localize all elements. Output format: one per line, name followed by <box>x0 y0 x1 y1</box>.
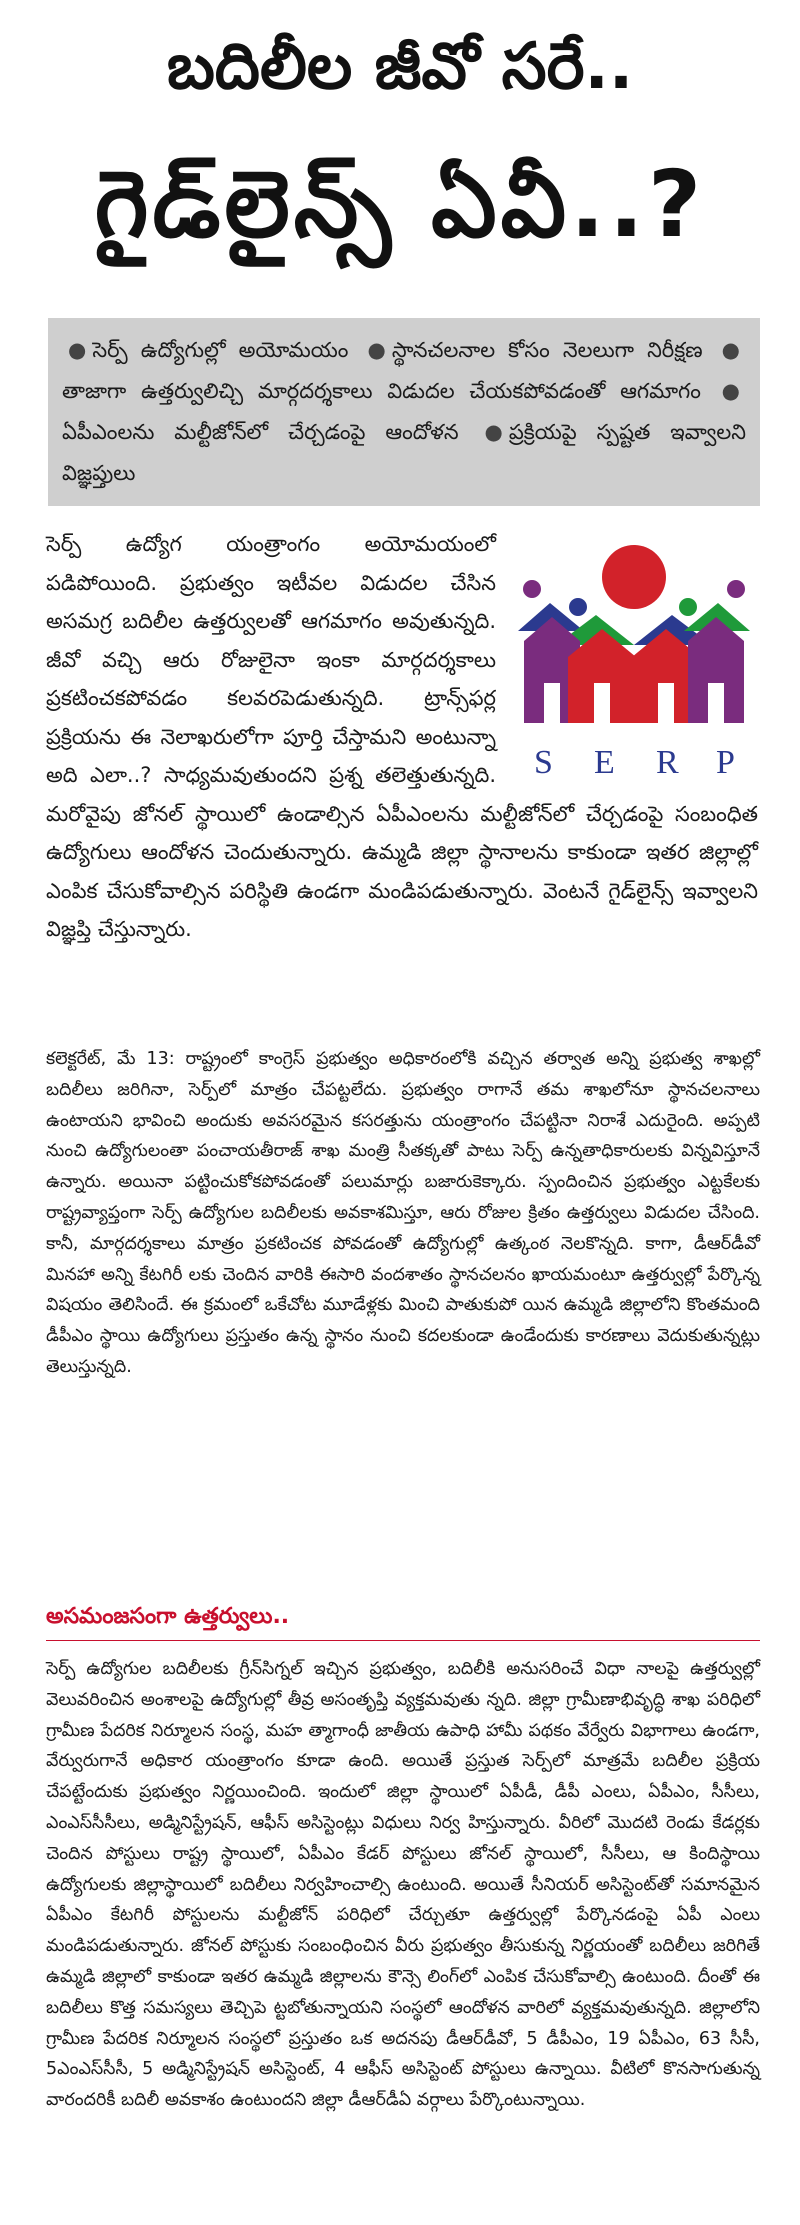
article-body-part-2 <box>46 1654 760 2116</box>
bullet-icon: ● <box>68 338 87 362</box>
logo-letter: S <box>534 744 553 781</box>
bullet-icon: ● <box>721 379 740 403</box>
subhead-item: ఏపీఎంలను మల్టీజోన్‌లో చేర్చడంపై ఆందోళన <box>62 420 459 444</box>
subhead-item: తాజాగా ఉత్తర్వులిచ్చి మార్గదర్శకాలు విడుదల చేయకపోవడంతో ఆగమాగం <box>62 379 701 403</box>
body-paragraph: కలెక్టరేట్, మే 13: రాష్ట్రంలో కాంగ్రెస్ ప్రభుత్వం అధికారంలోకి వచ్చిన తర్వాత అన్ని ప్రభుత్వ శాఖల్లో బదిలీలు జరిగినా, సెర్ప్‌లో మాత్రం చేపట్టలేదు. ప్రభుత్వం రాగానే తమ శాఖలోనూ స్థానచలనాలు ఉంటాయని భావించి అందుకు అవసరమైన కసరత్తును యంత్రాంగం చేపట్టినా నిరాశే ఎదురైంది. అప్పటి నుంచి ఉద్యోగులంతా పంచాయతీరాజ్ శాఖ మంత్రి సీతక్కతో పాటు సెర్ప్ ఉన్నతాధికారులకు విన్నవిస్తూనే ఉన్నారు. అయినా పట్టించుకోకపోవడంతో పలుమార్లు బజారుకెక్కారు. స్పందించిన ప్రభుత్వం ఎట్టకేలకు రాష్ట్రవ్యాప్తంగా సెర్ప్ ఉద్యోగుల బదిలీలకు అవకాశమిస్తూ, ఆరు రోజుల క్రితం ఉత్తర్వులు విడుదల చేసింది. కానీ, మార్గదర్శకాలు మాత్రం ప్రకటించక పోవడంతో ఉద్యోగుల్లో ఉత్కంఠ నెలకొన్నది. కాగా, డీఆర్‌డీవో మినహా అన్ని కేటగిరీ లకు చెందిన వారికి ఈసారి వందశాతం స్థానచలనం ఖాయమంటూ ఉత్తర్వుల్లో పేర్కొన్న విషయం తెలిసిందే. ఈ క్రమంలో ఒకేచోట మూడేళ్లకు మించి పాతుకుపో యిన ఉమ్మడి జిల్లాలోని కొంతమంది డీపీఎం స్థాయి ఉద్యోగులు ప్రస్తుతం ఉన్న స్థానం నుంచి కదలకుండా ఉండేందుకు కారణాలు వెదుకుతున్నట్లు తెలుస్తున్నది. <box>46 1049 760 1377</box>
logo-letter: R <box>656 744 679 781</box>
logo-letter: P <box>716 744 735 781</box>
subhead-item: స్థానచలనాల కోసం నెలలుగా నిరీక్షణ <box>391 338 703 362</box>
headline-line-2: గైడ్‌లైన్స్ ఏవీ..? <box>94 151 706 258</box>
subheadline-box <box>48 318 760 506</box>
lead-text: సెర్ప్ ఉద్యోగ యంత్రాంగం అయోమయంలో పడిపోయింది. ప్రభుత్వం ఇటీవల విడుదల చేసిన అసమగ్ర బదిలీల ఉత్తర్వులతో ఆగమాగం అవుతున్నది. జీవో వచ్చి ఆరు రోజులైనా ఇంకా మార్గదర్శకాలు ప్రకటించకపోవడం కలవరపెడుతున్నది. ట్రాన్స్‌ఫర్ల ప్రక్రియను ఈ నెలాఖరులోగా పూర్తి చేస్తామని అంటున్నా అది ఎలా..? సాధ్యమవుతుందని ప్రశ్న తలెత్తుతున్నది. మరోవైపు జోనల్ స్థాయిలో ఉండాల్సిన ఏపీఎంలను మల్టీజోన్‌లో చేర్చడంపై సంబంధిత ఉద్యోగులు ఆందోళన చెందుతున్నారు. ఉమ్మడి జిల్లా స్థానాలను కాకుండా ఇతర జిల్లాల్లో ఎంపిక చేసుకోవాల్సిన పరిస్థితి ఉండగా మండిపడుతున్నారు. వెంటనే గైడ్‌లైన్స్ ఇవ్వాలని విజ్ఞప్తి చేస్తున్నారు. <box>46 532 758 941</box>
serp-logo <box>510 533 758 783</box>
logo-letter: E <box>594 744 615 781</box>
bullet-icon: ● <box>367 338 386 362</box>
body-paragraph: సెర్ప్ ఉద్యోగుల బదిలీలకు గ్రీన్‌సిగ్నల్ ఇచ్చిన ప్రభుత్వం, బదిలీకి అనుసరించే విధా నాలపై ఉత్తర్వుల్లో వెలువరించిన అంశాలపై ఉద్యోగుల్లో తీవ్ర అసంతృప్తి వ్యక్తమవుతు న్నది. జిల్లా గ్రామీణాభివృద్ధి శాఖ పరిధిలో గ్రామీణ పేదరిక నిర్మూలన సంస్థ, మహ త్మాగాంధీ జాతీయ ఉపాధి హామీ పథకం వేర్వేరు విభాగాలు ఉండగా, వేర్వురుగానే అధికార యంత్రాంగం కూడా ఉంది. అయితే ప్రస్తుత సెర్ప్‌లో మాత్రమే బదిలీల ప్రక్రియ చేపట్టేందుకు ప్రభుత్వం నిర్ణయించింది. ఇందులో జిల్లా స్థాయిలో ఏపీడీ, డీపీ ఎంలు, ఏపీఎం, సీసీలు, ఎంఎస్‌సీసీలు, అడ్మినిస్ట్రేషన్, ఆఫీస్ అసిస్టెంట్లు విధులు నిర్వ హిస్తున్నారు. వీరిలో మొదటి రెండు కేడర్లకు చెందిన పోస్టులు రాష్ట్ర స్థాయిలో, ఏపీఎం కేడర్ పోస్టులు జోనల్ స్థాయిలో, సీసీలు, ఆ కిందిస్థాయి ఉద్యోగులకు జిల్లాస్థాయిలో బదిలీలు నిర్వహించాల్సి ఉంటుంది. అయితే సీనియర్ అసిస్టెంట్‌తో సమానమైన ఏపీఎం కేటగిరీ పోస్టులను మల్టీజోన్ పరిధిలో చేర్చుతూ ఉత్తర్వుల్లో పేర్కొనడంపై ఏపీ ఎంలు మండిపడుతున్నారు. జోనల్ పోస్టుకు సంబంధించిన వీరు ప్రభుత్వం తీసుకున్న నిర్ణయంతో బదిలీలు జరిగితే ఉమ్మడి జిల్లాలో కాకుండా ఇతర ఉమ్మడి జిల్లాలను కౌన్సె లింగ్‌లో ఎంపిక చేసుకోవాల్సి ఉంటుంది. దీంతో ఈ బదిలీలు కొత్త సమస్యలు తెచ్చిపె ట్టబోతున్నాయని సంస్థలో ఆందోళన వారిలో వ్యక్తమవుతున్నది. జిల్లాలోని గ్రామీణ పేదరిక నిర్మూలన సంస్థలో ప్రస్తుతం ఒక అదనపు డీఆర్‌డీవో, 5 డీపీఎం, 19 ఏపీఎం, 63 సీసీ, 5ఎంఎస్‌సీసీ, 5 అడ్మినిస్ట్రేషన్ అసిస్టెంట్, 4 ఆఫీస్ అసిస్టెంట్ పోస్టులు ఉన్నాయి. వీటిలో కొనసాగుతున్న వారందరికీ బదిలీ అవకాశం ఉంటుందని జిల్లా డీఆర్‌డీఏ వర్గాలు పేర్కొంటున్నాయి. <box>46 1659 760 2111</box>
article-body-part-1 <box>46 1044 760 1383</box>
subhead-item: ప్రక్రియపై స్పష్టత ఇవ్వాలని విజ్ఞప్తులు <box>62 420 747 485</box>
headline-line-1: బదిలీల జీవో సరే.. <box>166 30 634 104</box>
bullet-icon: ● <box>484 420 503 444</box>
section-heading: అసమంజసంగా ఉత్తర్వులు.. <box>46 1604 290 1629</box>
lead-paragraph <box>46 525 758 949</box>
subhead-item: సెర్ప్ ఉద్యోగుల్లో అయోమయం <box>92 338 349 362</box>
section-divider <box>46 1640 760 1641</box>
serp-logo-icon <box>510 533 758 783</box>
bullet-icon: ● <box>721 338 740 362</box>
